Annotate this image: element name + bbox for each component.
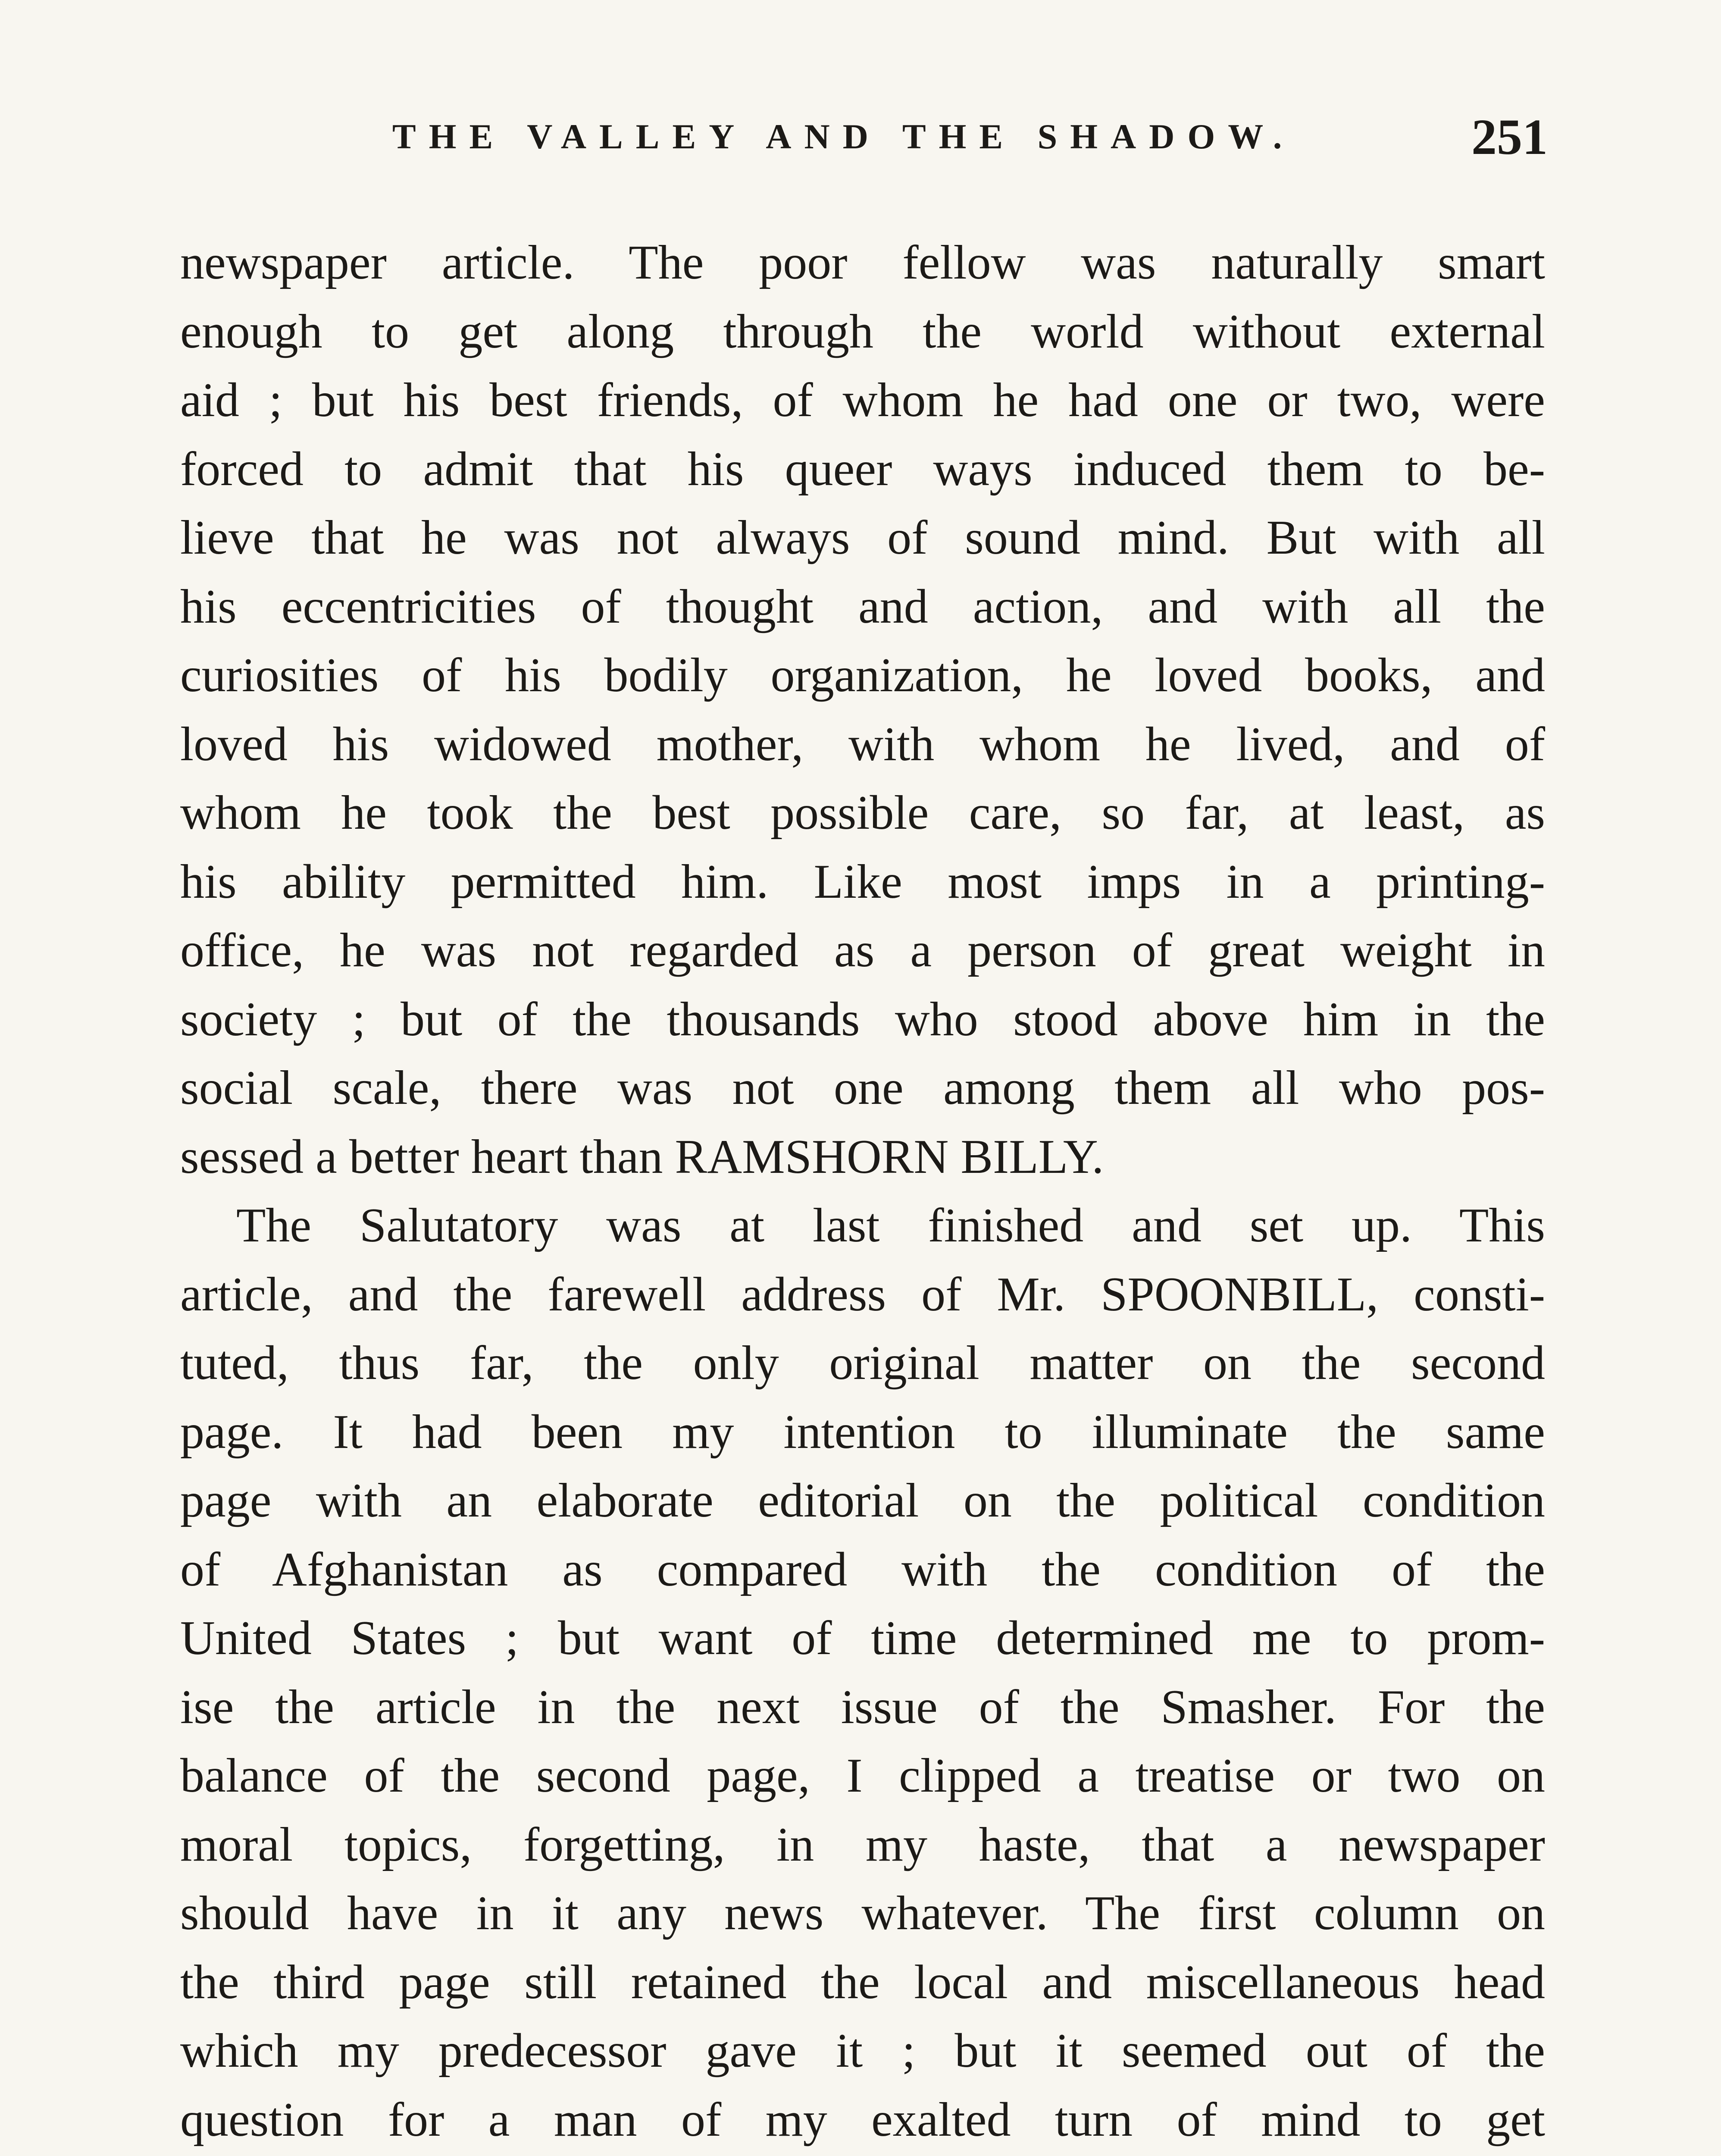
text-line bbox=[180, 2154, 1545, 2156]
text-line: page. It had been my intention to illuminate the same bbox=[180, 1405, 1545, 1459]
text-line: enough to get along through the world without external bbox=[180, 304, 1545, 358]
text-line: should have in it any news whatever. The first column on bbox=[180, 1887, 1545, 1940]
text-line: society ; but of the thousands who stood above him in the bbox=[180, 992, 1545, 1046]
text-line: which my predecessor gave it ; but it seemed out of the bbox=[180, 2024, 1545, 2078]
text-line: article, and the farewell address of Mr. SPOONBILL, consti- bbox=[180, 1267, 1545, 1321]
text-line: balance of the second page, I clipped a treatise or two on bbox=[180, 1749, 1545, 1802]
text-line: moral topics, forgetting, in my haste, that a newspaper bbox=[180, 1818, 1545, 1871]
text-line: page with an elaborate editorial on the political condition bbox=[180, 1474, 1545, 1527]
text-line: the third page still retained the local and miscellaneous head bbox=[180, 1955, 1545, 2009]
text-line: whom he took the best possible care, so far, at least, as bbox=[180, 786, 1545, 840]
text-line: United States ; but want of time determined me to prom- bbox=[180, 1611, 1545, 1665]
body-text bbox=[180, 229, 1545, 2156]
text-line: social scale, there was not one among them all who pos- bbox=[180, 1061, 1545, 1115]
text-line: sessed a better heart than RAMSHORN BILLY. bbox=[180, 1130, 1104, 1184]
text-line: his ability permitted him. Like most imps in a printing- bbox=[180, 855, 1545, 909]
text-line: loved his widowed mother, with whom he lived, and of bbox=[180, 717, 1545, 771]
text-line: office, he was not regarded as a person of great weight in bbox=[180, 924, 1545, 977]
text-line: lieve that he was not always of sound mind. But with all bbox=[180, 511, 1545, 564]
text-line: question for a man of my exalted turn of mind to get bbox=[180, 2093, 1545, 2147]
text-line: newspaper article. The poor fellow was naturally smart bbox=[180, 236, 1545, 289]
text-line: forced to admit that his queer ways induced them to be- bbox=[180, 442, 1545, 496]
text-line: of Afghanistan as compared with the condition of the bbox=[180, 1542, 1545, 1596]
text-line: ise the article in the next issue of the Smasher. For the bbox=[180, 1680, 1545, 1734]
text-line: tuted, thus far, the only original matter on the second bbox=[180, 1336, 1545, 1390]
text-line: aid ; but his best friends, of whom he had one or two, were bbox=[180, 373, 1545, 427]
page-header bbox=[177, 108, 1548, 177]
text-line: his eccentricities of thought and action, and with all the bbox=[180, 580, 1545, 633]
text-line: curiosities of his bodily organization, he loved books, and bbox=[180, 649, 1545, 702]
page-number: 251 bbox=[1471, 109, 1548, 165]
running-head: THE VALLEY AND THE SHADOW. bbox=[392, 117, 1295, 156]
text-line: The Salutatory was at last finished and set up. This bbox=[236, 1199, 1545, 1252]
